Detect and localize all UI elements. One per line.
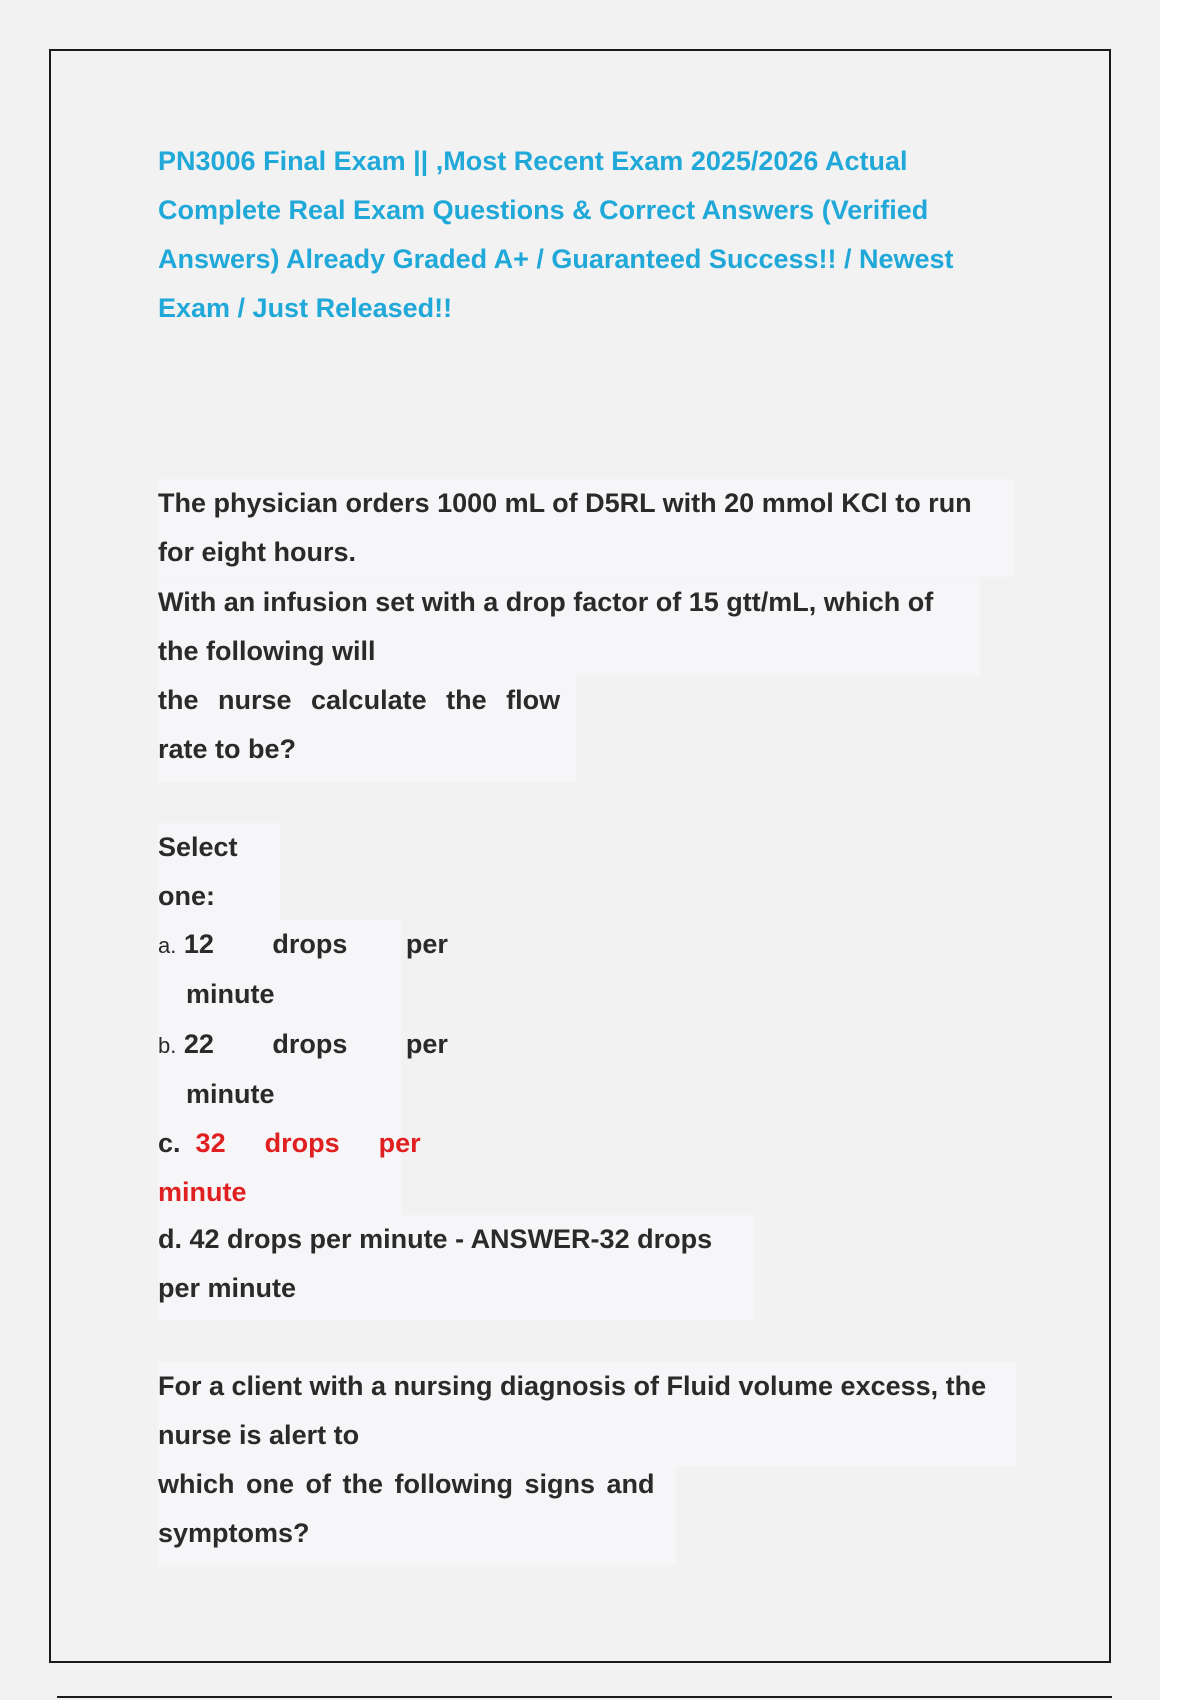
page-gutter bbox=[1160, 0, 1200, 1700]
title-line: Complete Real Exam Questions & Correct Answers (Verified bbox=[158, 195, 929, 225]
option-c-text-correct: 32 drops per bbox=[195, 1128, 421, 1158]
title-line: Answers) Already Graded A+ / Guaranteed Success!! / Newest bbox=[158, 244, 954, 274]
question-1-stem-line: The physician orders 1000 mL of D5RL with 20 mmol KCl to run bbox=[158, 488, 972, 518]
question-2-stem-line: nurse is alert to bbox=[158, 1420, 360, 1450]
option-d-letter: d. bbox=[158, 1224, 182, 1254]
title-line: Exam / Just Released!! bbox=[158, 293, 453, 323]
option-b-text: 22 drops per bbox=[183, 1029, 448, 1059]
option-b[interactable] bbox=[158, 1020, 448, 1119]
title-line: PN3006 Final Exam || ,Most Recent Exam 2025/2026 Actual bbox=[158, 146, 908, 176]
option-c[interactable] bbox=[158, 1119, 421, 1217]
option-a-text-cont: minute bbox=[186, 979, 275, 1009]
question-1-stem-line: for eight hours. bbox=[158, 537, 356, 567]
option-c-letter: c. bbox=[158, 1128, 181, 1158]
option-a-text: 12 drops per bbox=[183, 929, 448, 959]
option-c-text-cont-correct: minute bbox=[158, 1177, 247, 1207]
option-a[interactable] bbox=[158, 920, 448, 1019]
option-d-block bbox=[158, 1215, 754, 1320]
question-1-stem-block-c bbox=[158, 676, 576, 782]
option-d-text: 42 drops per minute - ANSWER-32 drops bbox=[189, 1224, 713, 1254]
question-1-stem-block-b bbox=[158, 578, 980, 676]
question-1-stem-line: the nurse calculate the flow bbox=[158, 685, 561, 715]
option-b-text-cont: minute bbox=[186, 1079, 275, 1109]
question-2-stem-block-b bbox=[158, 1460, 676, 1565]
option-d-text-cont: per minute bbox=[158, 1273, 297, 1303]
question-1-stem-line: the following will bbox=[158, 636, 376, 666]
option-b-letter: b. bbox=[158, 1033, 177, 1058]
option-a-letter: a. bbox=[158, 933, 177, 958]
document-title bbox=[158, 137, 1018, 333]
question-2-stem-line: symptoms? bbox=[158, 1518, 310, 1548]
question-2-stem-line: For a client with a nursing diagnosis of Fluid volume excess, the bbox=[158, 1371, 987, 1401]
select-one-label: Select one: bbox=[158, 823, 280, 921]
question-1-stem-line: With an infusion set with a drop factor of 15 gtt/mL, which of bbox=[158, 587, 934, 617]
option-d[interactable] bbox=[158, 1215, 754, 1313]
question-1-stem-block-a bbox=[158, 479, 1014, 577]
options-block bbox=[158, 920, 448, 1215]
bottom-rule bbox=[57, 1696, 1112, 1698]
question-2-stem-block-a bbox=[158, 1362, 1016, 1466]
question-2-stem-line: which one of the following signs and bbox=[158, 1469, 655, 1499]
question-1-stem-line: rate to be? bbox=[158, 734, 297, 764]
